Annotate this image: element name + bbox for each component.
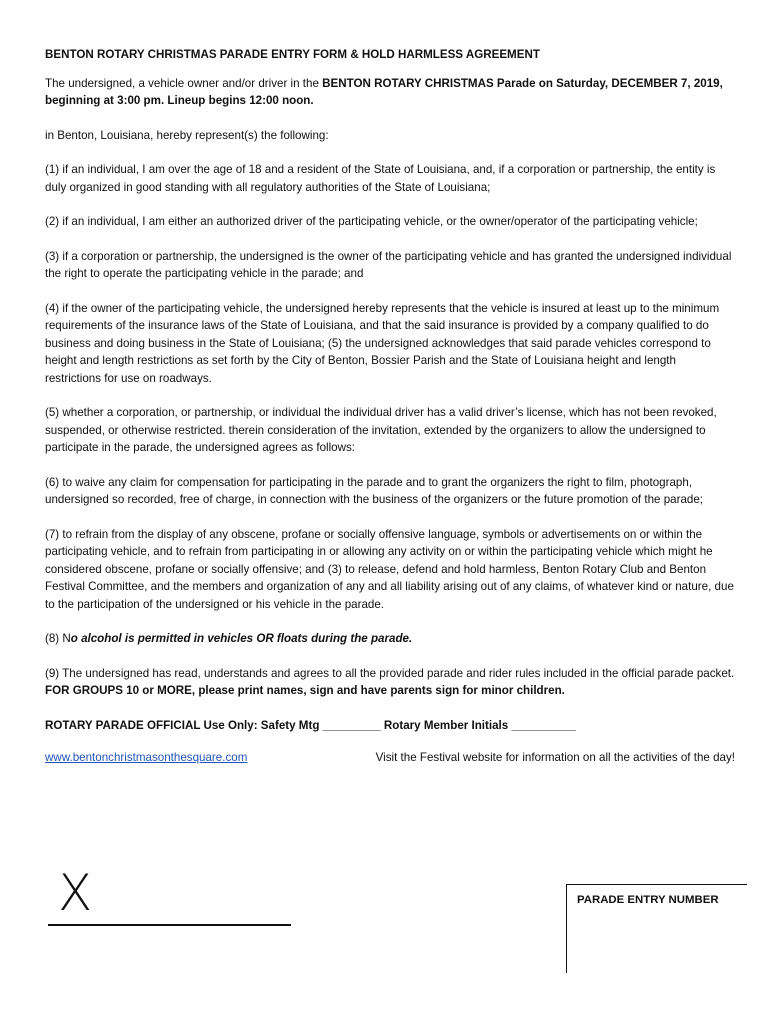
festival-website-link[interactable]: www.bentonchristmasonthesquare.com [45,751,248,764]
location-line: in Benton, Louisiana, hereby represent(s) the following: [45,128,329,142]
entry-form-document [45,46,735,767]
clause-9 [45,665,735,700]
clause-2: (2) if an individual, I am either an authorized driver of the participating vehicle, or the owner/operator of the participating vehicle; [45,215,698,228]
clause-9-groups-note: FOR GROUPS 10 or MORE, please print names, sign and have parents sign for minor children. [45,684,565,697]
website-note: Visit the Festival website for information on all the activities of the day! [375,751,735,764]
clause-8-no-alcohol: o alcohol is permitted in vehicles OR floats during the parade. [70,632,413,645]
website-row [45,749,735,767]
clause-6: (6) to waive any claim for compensation for participating in the parade and to grant the organizers the right to film, photograph, undersigned so recorded, free of charge, in connection with the business of the organizers or the future promotion of the parade; [45,475,704,506]
clause-8 [45,630,735,648]
clause-9-text: (9) The undersigned has read, understands and agrees to all the provided parade and rider rules included in the official parade packet. [45,666,735,680]
clause-5: (5) whether a corporation, or partnership, or individual the individual driver has a valid driver’s license, which has not been revoked, suspended, or otherwise restricted. therein consideration of the invitation, extended by the organizers to allow the undersigned to participate in the parade, the undersigned agrees as follows: [45,406,717,454]
entry-number-label: PARADE ENTRY NUMBER [577,894,719,906]
signature-line[interactable] [48,924,291,926]
clause-3: (3) if a corporation or partnership, the undersigned is the owner of the participating vehicle and has granted the undersigned individual the right to operate the participating vehicle in the parade; and [45,249,732,280]
clause-8-prefix: (8) N [45,632,71,645]
clause-4: (4) if the owner of the participating vehicle, the undersigned hereby represents that the vehicle is insured at least up to the minimum requirements of the insurance laws of the State of Louisiana, and that the said insurance is provided by a company qualified to do business and doing business in the State of Louisiana; (5) the undersigned acknowledges that said parade vehicles correspond to height and length restrictions as set forth by the City of Benton, Bossier Parish and the State of Louisiana height and length restrictions for use on roadways. [45,301,720,385]
form-title: BENTON ROTARY CHRISTMAS PARADE ENTRY FORM & HOLD HARMLESS AGREEMENT [45,48,540,61]
official-use-line: ROTARY PARADE OFFICIAL Use Only: Safety Mtg _________ Rotary Member Initials __________ [45,718,576,732]
intro-event-details: BENTON ROTARY CHRISTMAS Parade on Saturday, DECEMBER 7, 2019, beginning at 3:00 pm. Lineup begins 12:00 noon. [45,76,723,107]
clause-7: (7) to refrain from the display of any obscene, profane or socially offensive language, symbols or advertisements on or within the participating vehicle, and to refrain from participating in or allowing any activity on or within the participating vehicle which might he considered obscene, profane or socially offensive; and (3) to release, defend and hold harmless, Benton Rotary Club and Benton Festival Committee, and the members and organization of any and all liability arising out of any claims, of whatever kind or nature, due to the participation of the undersigned or his vehicle in the parade. [45,527,734,611]
intro-lead: The undersigned, a vehicle owner and/or driver in the [45,76,323,90]
clause-1: (1) if an individual, I am over the age of 18 and a resident of the State of Louisiana, and, if a corporation or partnership, the entity is duly organized in good standing with all regulatory authorities of the State of Louisiana; [45,163,716,194]
intro-paragraph [45,75,735,110]
parade-entry-number-box[interactable] [566,884,747,973]
signature-x-mark: X [58,864,93,922]
